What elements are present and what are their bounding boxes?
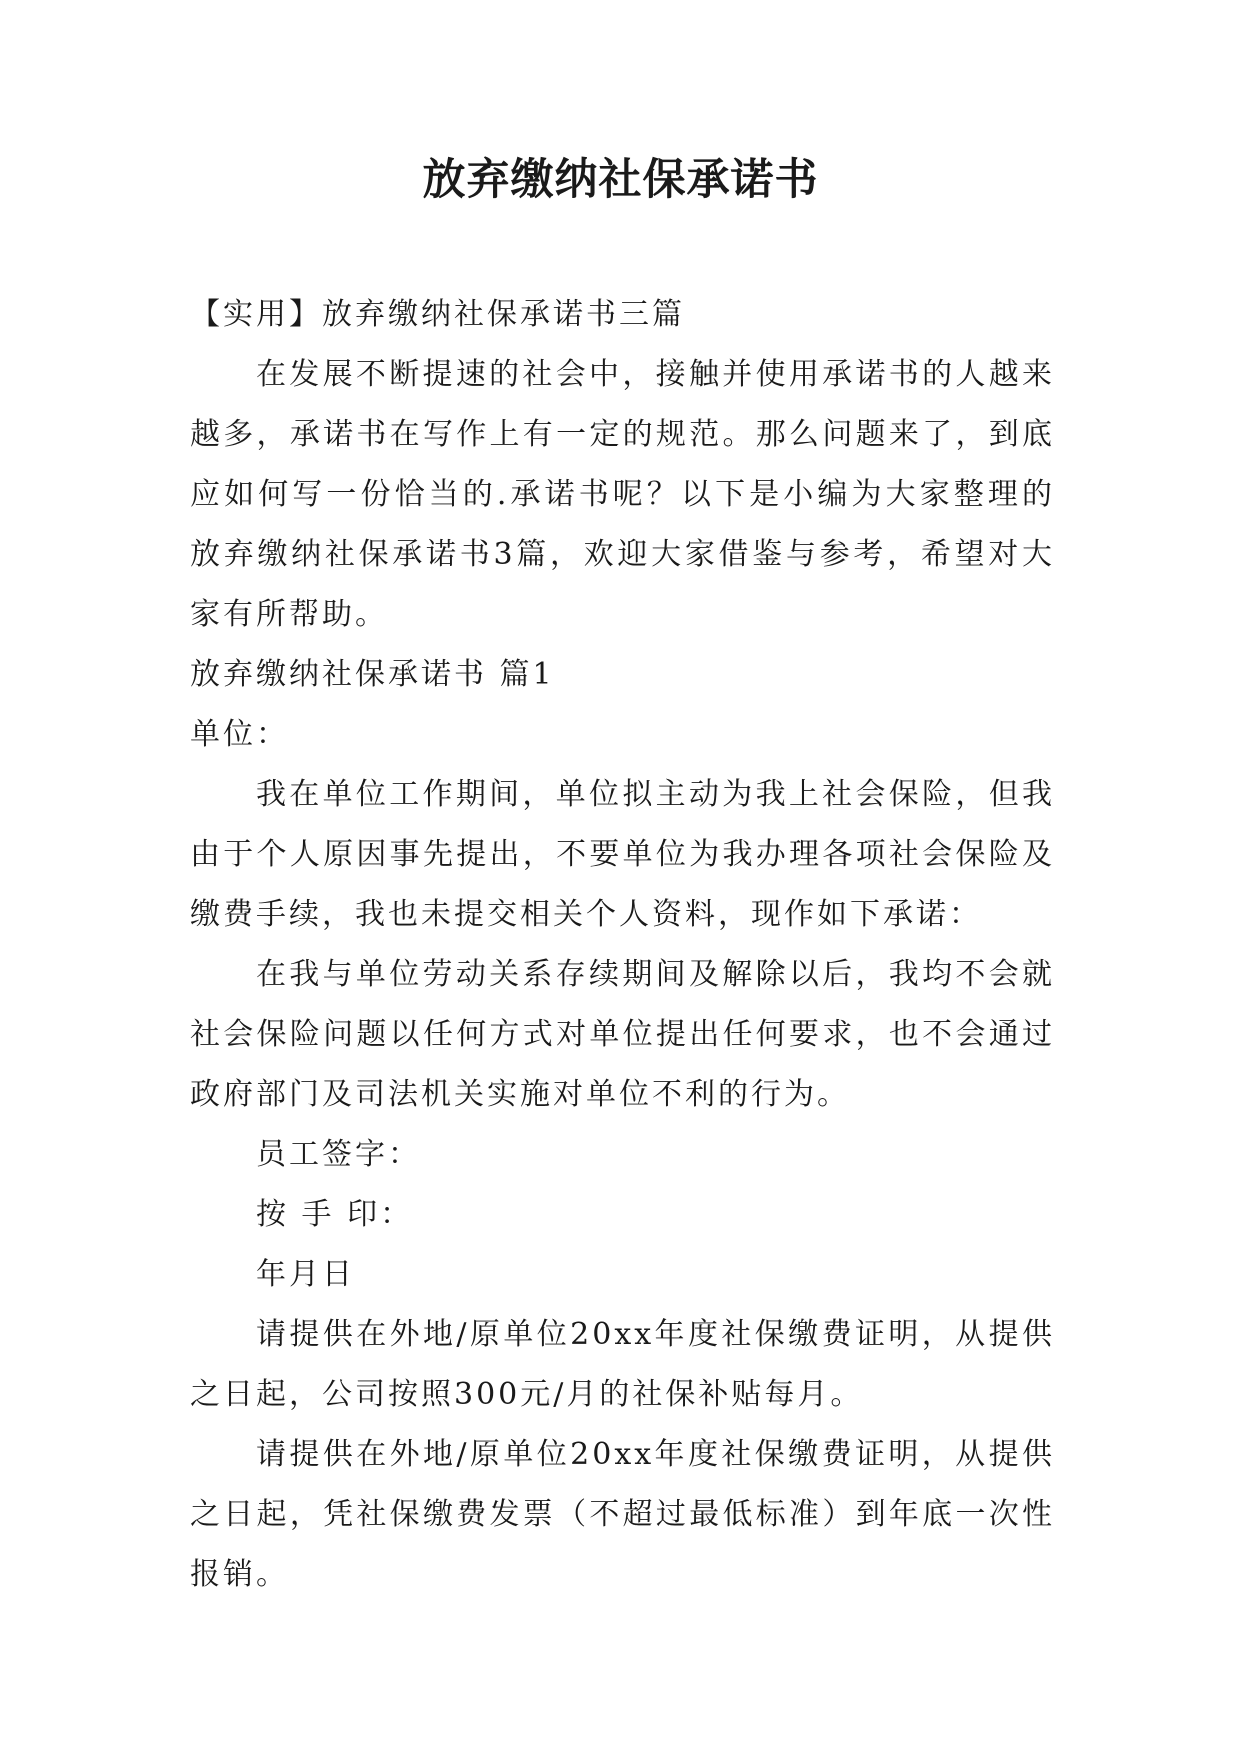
- addressee: 单位：: [190, 717, 289, 752]
- subsidy-paragraph-2: 请提供在外地/原单位20xx年度社保缴费证明，从提供之日起，凭社保缴费发票（不超过最低标准）到年底一次性报销。: [190, 1437, 1055, 1592]
- document-subtitle: 【实用】放弃缴纳社保承诺书三篇: [190, 297, 685, 332]
- document-title: 放弃缴纳社保承诺书: [422, 155, 819, 205]
- fingerprint-label: 按 手 印：: [256, 1197, 414, 1232]
- commitment-paragraph-2: 在我与单位劳动关系存续期间及解除以后，我均不会就社会保险问题以任何方式对单位提出任何要求，也不会通过政府部门及司法机关实施对单位不利的行为。: [190, 957, 1055, 1112]
- intro-paragraph: 在发展不断提速的社会中，接触并使用承诺书的人越来越多，承诺书在写作上有一定的规范。那么问题来了，到底应如何写一份恰当的.承诺书呢？以下是小编为大家整理的放弃缴纳社保承诺书3篇，欢迎大家借鉴与参考，希望对大家有所帮助。: [190, 357, 1055, 632]
- commitment-paragraph-1: 我在单位工作期间，单位拟主动为我上社会保险，但我由于个人原因事先提出，不要单位为我办理各项社会保险及缴费手续，我也未提交相关个人资料，现作如下承诺：: [190, 777, 1055, 932]
- section-heading: 放弃缴纳社保承诺书 篇1: [190, 657, 555, 692]
- document-body: [190, 285, 1055, 1605]
- date-label: 年月日: [256, 1257, 355, 1292]
- subsidy-paragraph-1: 请提供在外地/原单位20xx年度社保缴费证明，从提供之日起，公司按照300元/月的社保补贴每月。: [190, 1317, 1055, 1412]
- signature-label: 员工签字：: [256, 1137, 421, 1172]
